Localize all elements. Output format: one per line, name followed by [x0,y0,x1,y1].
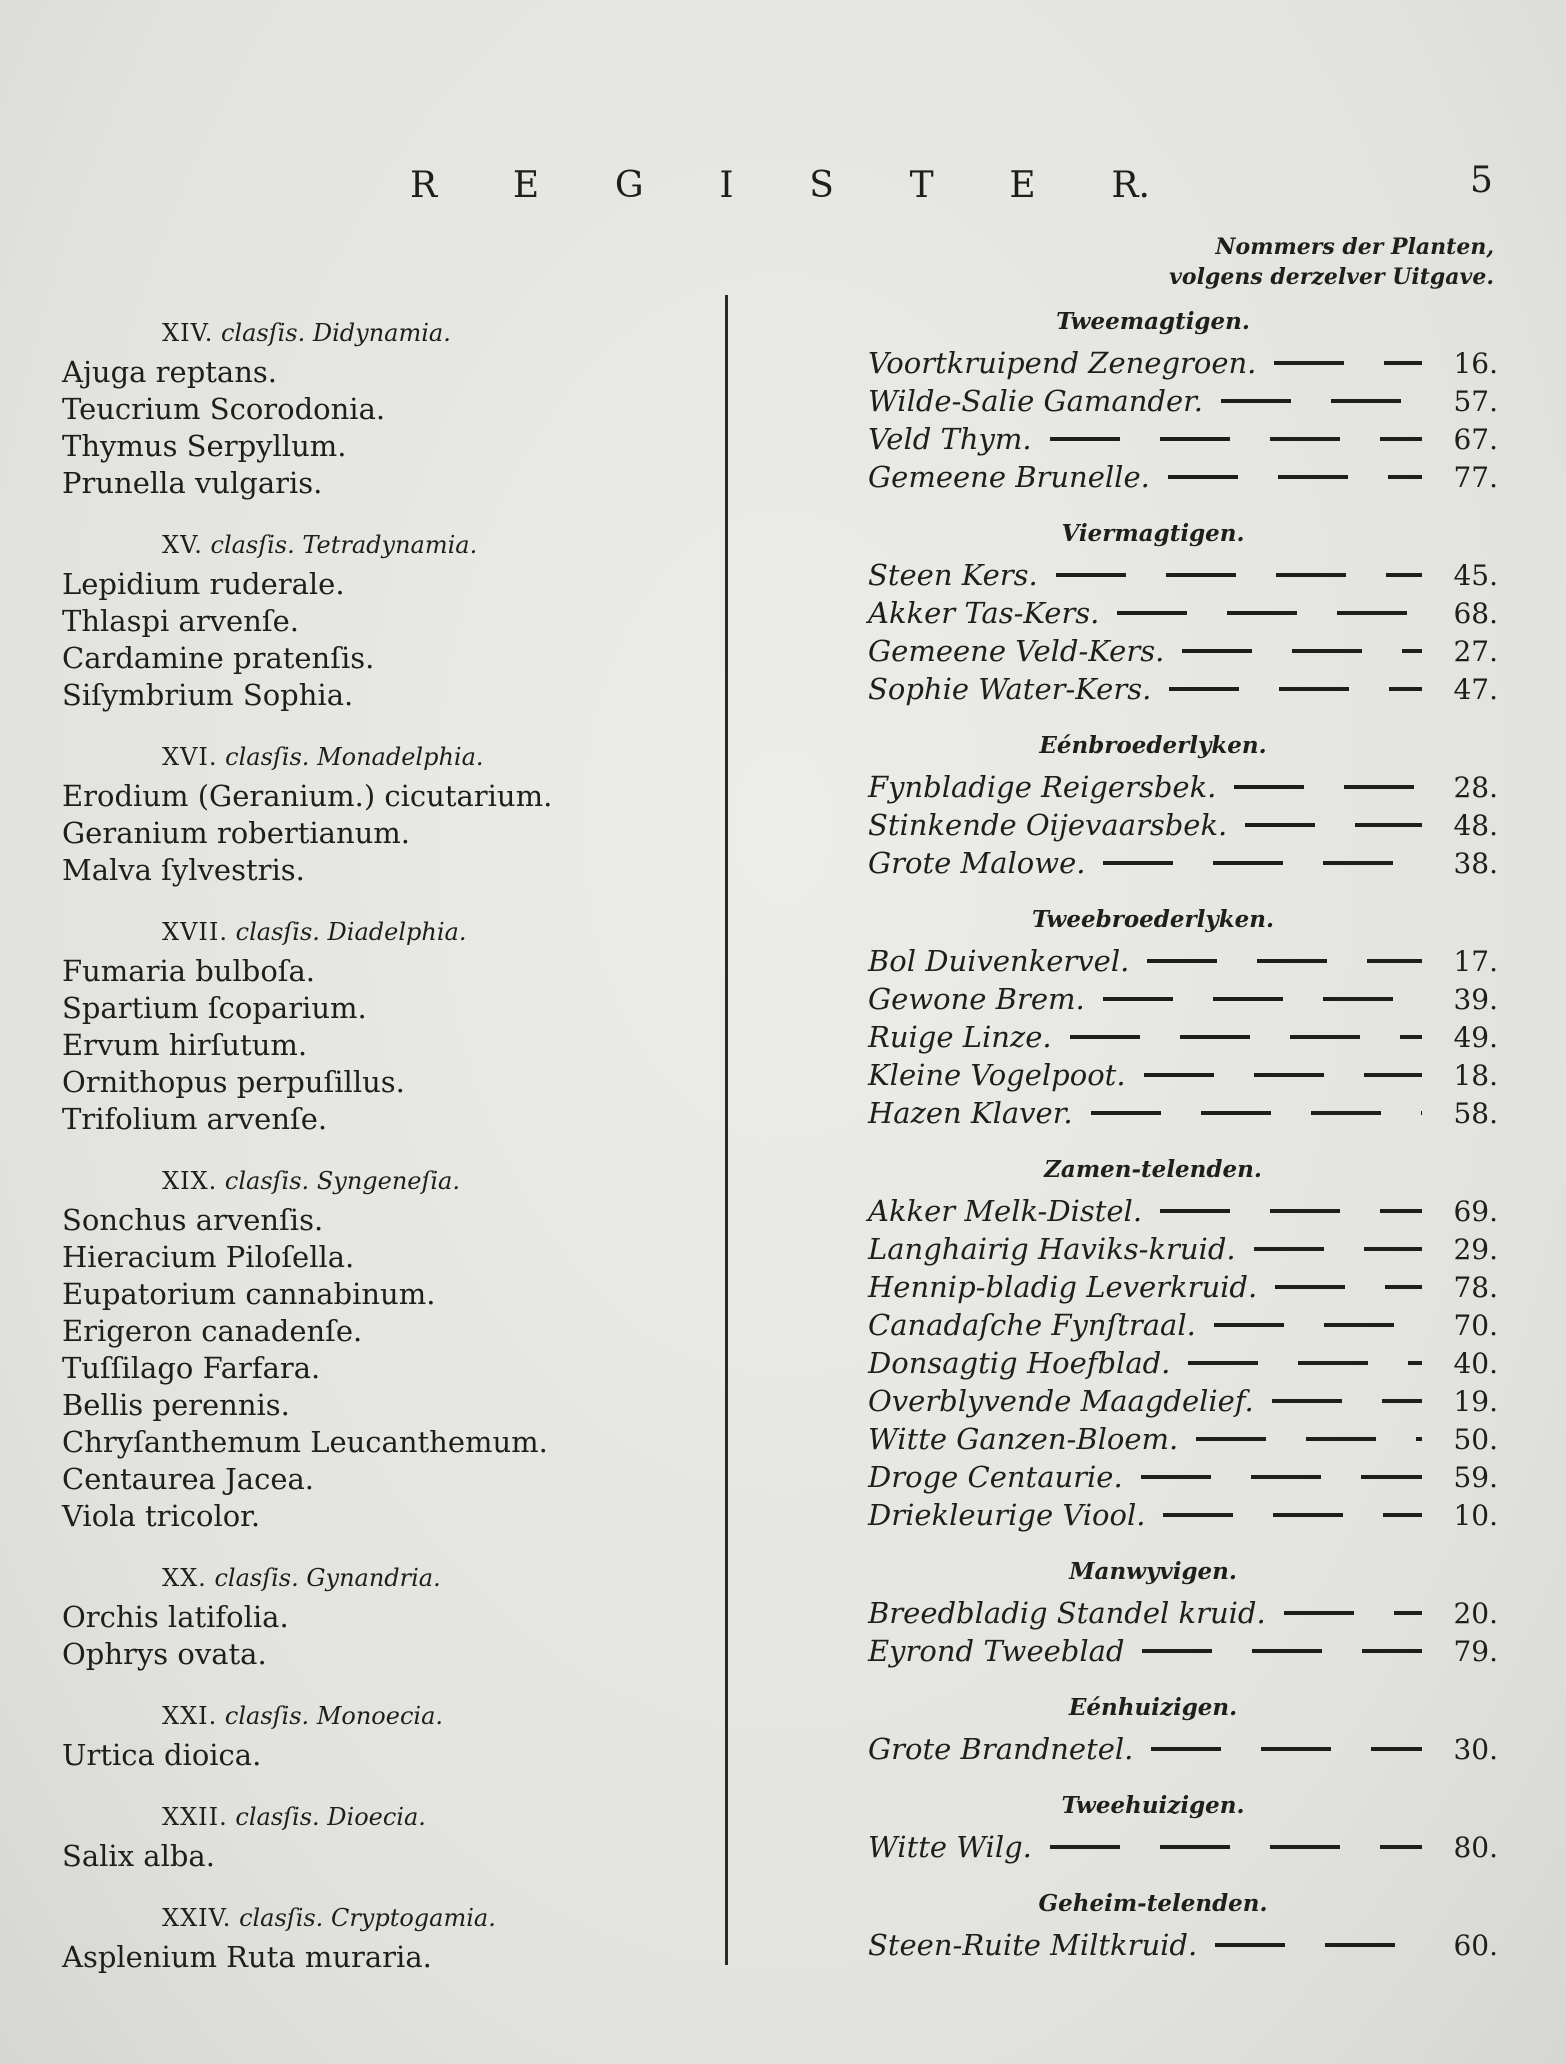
group-heading: Manwyvigen. [1069,1558,1237,1585]
plant-number: 38. [1453,846,1498,880]
plant-number: 47. [1453,672,1498,706]
dutch-plant-name: Veld Thym. [868,422,1032,456]
plant-entry [868,768,1498,806]
class-label: clasſis. [235,1803,320,1831]
plant-entry [868,844,1498,882]
class-heading [62,524,702,566]
page-number: 5 [1470,160,1493,201]
plant-number: 69. [1453,1194,1498,1228]
plant-number: 19. [1453,1384,1498,1418]
latin-plant-name: Viola tricolor. [62,1499,261,1533]
plant-number: 59. [1453,1460,1498,1494]
latin-plant-name: Orchis latifolia. [62,1600,289,1634]
plant-number: 77. [1453,460,1498,494]
plant-number: 50. [1453,1422,1498,1456]
leader-dashes [1234,785,1422,789]
dutch-plant-name: Gewone Brem. [868,982,1085,1016]
leader-dashes [1245,823,1422,827]
plant-entry [868,1594,1498,1632]
class-block [62,1695,702,1774]
dutch-plant-name: Witte Ganzen-Bloem. [868,1422,1179,1456]
leader-dashes [1160,1209,1422,1213]
group-block [868,1784,1498,1866]
plant-entry [868,942,1498,980]
plant-entry [868,1496,1498,1534]
class-number: XX. [162,1564,207,1592]
leader-dashes [1056,573,1422,577]
plant-entry [868,1730,1498,1768]
class-number: XVI. [162,743,218,771]
page-title [410,165,1150,206]
title-letter: E [512,165,540,206]
plant-entry [868,1192,1498,1230]
plant-number: 30. [1453,1732,1498,1766]
class-label: clasſis. [224,1167,310,1195]
class-heading [62,312,702,354]
plant-number: 58. [1453,1096,1498,1130]
plant-number: 79. [1453,1634,1498,1668]
class-number: XXIV. [162,1904,232,1932]
title-letter: T [909,165,934,206]
latin-plant-name: Erodium (Geranium.) cicutarium. [62,779,553,813]
group-heading: Zamen-telenden. [1044,1156,1262,1183]
class-label: clasſis. [224,1702,310,1730]
latin-plant-name: Eupatorium cannabinum. [62,1277,436,1311]
leader-dashes [1151,1747,1422,1751]
title-letter: G [614,165,644,206]
dutch-plant-name: Gemeene Veld-Kers. [868,634,1165,668]
latin-plant-name: Ajuga reptans. [62,355,277,389]
class-block [62,1796,702,1875]
class-block [62,312,702,502]
dutch-plant-name: Droge Centaurie. [868,1460,1123,1494]
class-heading [62,1557,702,1599]
leader-dashes [1215,1943,1422,1947]
leader-dashes [1188,1361,1422,1365]
leader-dashes [1214,1323,1422,1327]
class-name: Syngeneſia. [316,1167,460,1195]
leader-dashes [1169,687,1422,691]
plant-number: 40. [1453,1346,1498,1380]
class-block [62,911,702,1138]
plant-number: 67. [1453,422,1498,456]
latin-plant-name: Salix alba. [62,1839,215,1873]
group-heading: Tweemagtigen. [1056,308,1250,335]
plant-entry [868,1094,1498,1132]
latin-plant-name: Tuſſilago Farfara. [62,1351,321,1385]
latin-plant-name: Geranium robertianum. [62,816,411,850]
plant-entry [868,1828,1498,1866]
leader-dashes [1221,399,1422,403]
class-number: XVII. [162,918,229,946]
leader-dashes [1284,1611,1422,1615]
class-block [62,736,702,889]
plant-number: 20. [1453,1596,1498,1630]
title-letter: R. [1111,165,1150,206]
class-label: clasſis. [210,531,295,559]
class-name: Tetradynamia. [302,531,478,559]
class-heading [62,1796,702,1838]
class-name: Dioecia. [327,1803,426,1831]
plant-entry [868,382,1498,420]
leader-dashes [1103,861,1422,865]
dutch-plant-name: Canadaſche Fynſtraal. [868,1308,1196,1342]
class-block [62,1160,702,1535]
latin-plant-name: Chryſanthemum Leucanthemum. [62,1425,548,1459]
dutch-plant-name: Fynbladige Reigersbek. [868,770,1217,804]
class-number: XV. [162,531,203,559]
plant-number: 60. [1453,1928,1498,1962]
class-heading [62,1160,702,1202]
leader-dashes [1147,959,1422,963]
plant-entry [868,1344,1498,1382]
dutch-plant-name: Eyrond Tweeblad [868,1634,1125,1668]
group-block [868,1882,1498,1964]
dutch-plant-name: Grote Malowe. [868,846,1086,880]
latin-plant-name: Hieracium Piloſella. [62,1240,355,1274]
dutch-plant-name: Stinkende Oijevaarsbek. [868,808,1228,842]
leader-dashes [1182,649,1422,653]
column-heading-line: Nommers der Planten, [1215,234,1494,260]
latin-plant-name: Thymus Serpyllum. [62,429,347,463]
plant-entry [868,594,1498,632]
latin-plant-name: Ophrys ovata. [62,1637,267,1671]
plant-entry [868,1926,1498,1964]
plant-number: 68. [1453,596,1498,630]
leader-dashes [1168,475,1422,479]
group-heading: Eénhuizigen. [1068,1694,1238,1721]
leader-dashes [1070,1035,1422,1039]
plant-number: 78. [1453,1270,1498,1304]
plant-number: 29. [1453,1232,1498,1266]
latin-plant-name: Asplenium Ruta muraria. [62,1940,432,1974]
plant-number: 49. [1453,1020,1498,1054]
latin-plant-name: Prunella vulgaris. [62,466,323,500]
leader-dashes [1050,437,1422,441]
group-heading: Tweehuizigen. [1061,1792,1245,1819]
plant-entry [868,1018,1498,1056]
dutch-plant-name: Voortkruipend Zenegroen. [868,346,1257,380]
plant-number: 45. [1453,558,1498,592]
class-label: clasſis. [225,743,310,771]
class-name: Didynamia. [312,319,451,347]
class-name: Gynandria. [306,1564,441,1592]
plant-entry [868,1230,1498,1268]
class-number: XIV. [162,319,214,347]
class-heading [62,911,702,953]
leader-dashes [1144,1073,1422,1077]
leader-dashes [1272,1399,1422,1403]
dutch-plant-name: Witte Wilg. [868,1830,1032,1864]
leader-dashes [1142,1649,1422,1653]
plant-number: 10. [1453,1498,1498,1532]
dutch-plant-name: Bol Duivenkervel. [868,944,1130,978]
column-divider [725,295,728,1965]
latin-plant-name: Centaurea Jacea. [62,1462,315,1496]
leader-dashes [1141,1475,1422,1479]
plant-number: 18. [1453,1058,1498,1092]
column-heading-line: volgens derzelver Uitgave. [1169,264,1494,290]
plant-entry [868,1458,1498,1496]
class-number: XXII. [162,1803,228,1831]
plant-entry [868,1632,1498,1670]
plant-number: 16. [1453,346,1498,380]
plant-entry [868,980,1498,1018]
leader-dashes [1254,1247,1422,1251]
latin-plant-name: Cardamine pratenſis. [62,641,375,675]
plant-entry [868,556,1498,594]
leader-dashes [1274,361,1422,365]
plant-entry [868,632,1498,670]
dutch-plant-name: Ruige Linze. [868,1020,1052,1054]
latin-plant-name: Thlaspi arvenſe. [62,604,300,638]
plant-entry [868,806,1498,844]
dutch-plant-name: Breedbladig Standel kruid. [868,1596,1266,1630]
class-number: XIX. [162,1167,218,1195]
group-block [868,1686,1498,1768]
leader-dashes [1103,997,1422,1001]
dutch-plant-name: Overblyvende Maagdelief. [868,1384,1254,1418]
leader-dashes [1117,611,1422,615]
latin-plant-name: Ornithopus perpuſillus. [62,1065,405,1099]
latin-plant-name: Siſymbrium Sophia. [62,678,354,712]
plant-number: 80. [1453,1830,1498,1864]
class-label: clasſis. [220,319,306,347]
class-block [62,1897,702,1976]
dutch-plant-name: Akker Melk-Distel. [868,1194,1143,1228]
latin-plant-name: Teucrium Scorodonia. [62,392,386,426]
leader-dashes [1163,1513,1422,1517]
latin-plant-name: Urtica dioica. [62,1738,262,1772]
group-block [868,724,1498,882]
plant-number: 39. [1453,982,1498,1016]
latin-plant-name: Malva ſylvestris. [62,853,305,887]
dutch-plant-name: Akker Tas-Kers. [868,596,1100,630]
class-number: XXI. [162,1702,218,1730]
class-heading [62,1897,702,1939]
dutch-plant-name: Steen-Ruite Miltkruid. [868,1928,1198,1962]
dutch-plant-name: Gemeene Brunelle. [868,460,1150,494]
class-name: Monadelphia. [317,743,484,771]
title-letter: S [809,165,834,206]
latin-plant-name: Lepidium ruderale. [62,567,345,601]
class-name: Diadelphia. [327,918,467,946]
class-label: clasſis. [214,1564,299,1592]
plant-entry [868,458,1498,496]
plant-number: 57. [1453,384,1498,418]
plant-entry [868,1056,1498,1094]
latin-plant-name: Spartium ſcoparium. [62,991,367,1025]
group-heading: Eénbroederlyken. [1039,732,1267,759]
plant-entry [868,420,1498,458]
class-name: Monoecia. [316,1702,443,1730]
class-label: clasſis. [239,1904,324,1932]
latin-plant-name: Fumaria bulboſa. [62,954,316,988]
group-heading: Viermagtigen. [1061,520,1245,547]
title-letter: I [719,165,734,206]
class-heading [62,736,702,778]
latin-plant-name: Trifolium arvenſe. [62,1102,328,1136]
plant-number: 28. [1453,770,1498,804]
leader-dashes [1196,1437,1422,1441]
group-block [868,512,1498,708]
dutch-plant-name: Steen Kers. [868,558,1038,592]
dutch-plant-name: Hazen Klaver. [868,1096,1073,1130]
plant-number: 48. [1453,808,1498,842]
dutch-plant-name: Kleine Vogelpoot. [868,1058,1126,1092]
group-block [868,1148,1498,1534]
plant-entry [868,670,1498,708]
latin-plant-name: Erigeron canadenſe. [62,1314,363,1348]
latin-plant-name: Sonchus arvenſis. [62,1203,324,1237]
leader-dashes [1275,1285,1422,1289]
dutch-plant-name: Wilde-Salie Gamander. [868,384,1204,418]
class-heading [62,1695,702,1737]
dutch-names-column [868,300,1498,1980]
title-letter: E [1009,165,1036,206]
class-label: clasſis. [235,918,320,946]
plant-entry [868,1382,1498,1420]
latin-plant-name: Bellis perennis. [62,1388,290,1422]
group-heading: Tweebroederlyken. [1031,906,1275,933]
dutch-plant-name: Donsagtig Hoefblad. [868,1346,1171,1380]
class-block [62,524,702,714]
class-name: Cryptogamia. [330,1904,496,1932]
group-block [868,300,1498,496]
leader-dashes [1050,1845,1422,1849]
plant-number: 27. [1453,634,1498,668]
title-letter: R [410,165,438,206]
latin-names-column [62,312,702,1998]
group-heading: Geheim-telenden. [1038,1890,1268,1917]
plant-number: 70. [1453,1308,1498,1342]
dutch-plant-name: Driekleurige Viool. [868,1498,1146,1532]
column-heading [1169,232,1494,292]
dutch-plant-name: Langhairig Haviks-kruid. [868,1232,1236,1266]
plant-entry [868,1420,1498,1458]
plant-entry [868,1306,1498,1344]
group-block [868,898,1498,1132]
dutch-plant-name: Grote Brandnetel. [868,1732,1134,1766]
dutch-plant-name: Sophie Water-Kers. [868,672,1152,706]
group-block [868,1550,1498,1670]
dutch-plant-name: Hennip-bladig Leverkruid. [868,1270,1258,1304]
class-block [62,1557,702,1673]
leader-dashes [1091,1111,1422,1115]
plant-number: 17. [1453,944,1498,978]
latin-plant-name: Ervum hirſutum. [62,1028,308,1062]
plant-entry [868,1268,1498,1306]
plant-entry [868,344,1498,382]
